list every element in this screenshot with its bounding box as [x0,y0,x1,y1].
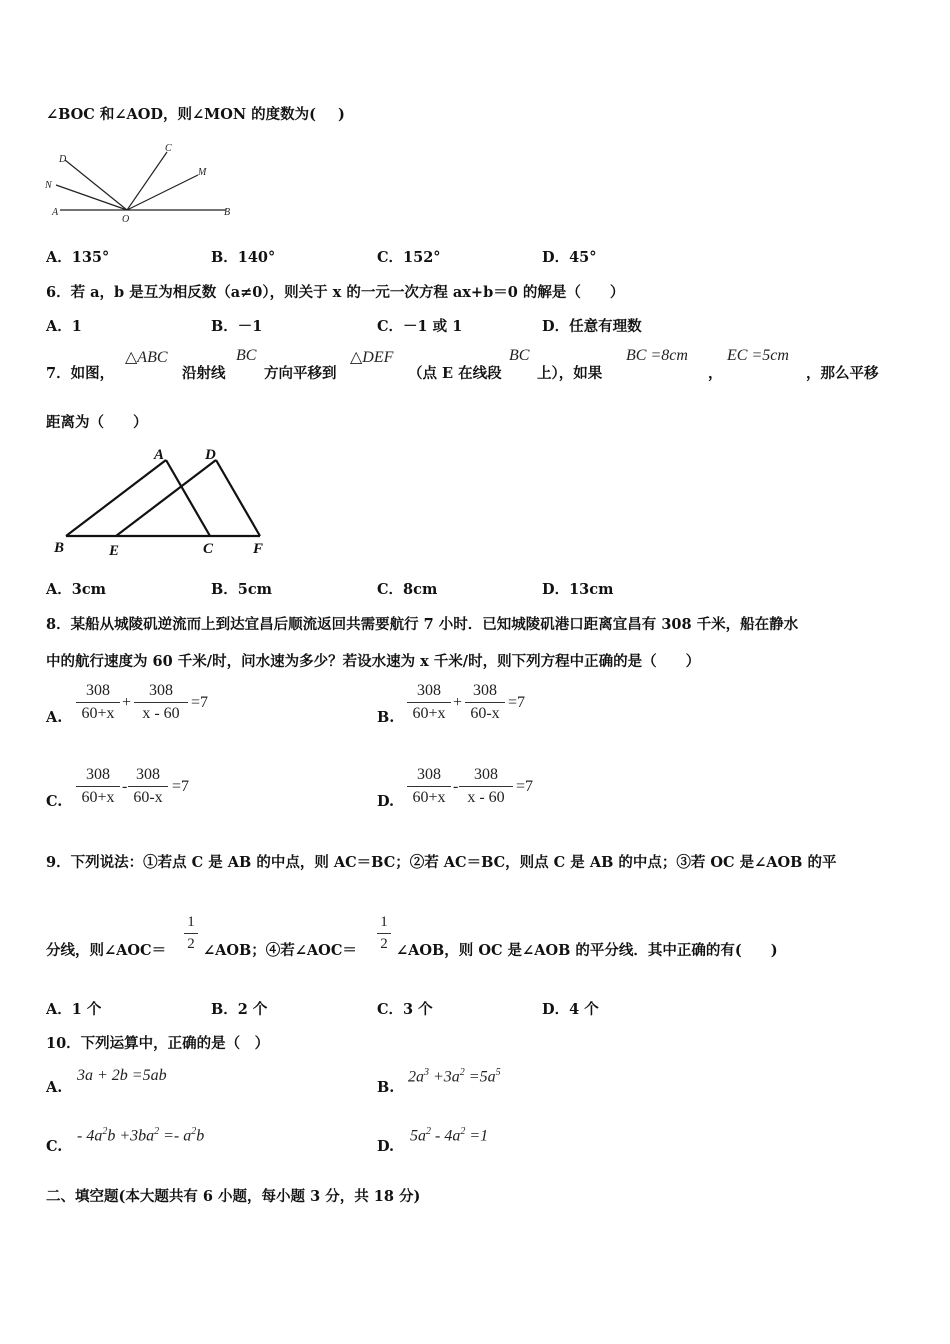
q8-d-fraction-1: $\frac{308}{60+x}$ [407,766,451,807]
q10-option-c-expr: - $4a^2b +3ba^2 =- a^2b$ [77,1126,205,1145]
q7-side-ba [66,460,166,536]
q10-option-d-expr: $5a^2 - 4a^2 =1$ [410,1126,489,1145]
q8-line2: 中的航行速度为 60 千米/时，问水速为多少？若设水速为 x 千米/时，则下列方程中正确的是（ ） [46,653,701,670]
q7-ray-bc: BC [236,347,257,364]
q8-a-fraction-1: $\frac{308}{60+x}$ [76,682,120,723]
q5-option-a: A．135° [46,249,110,266]
q5-label-n: N [45,180,52,191]
q9-fraction-1: $\frac{1}{2}$ [184,914,198,953]
q7-number: 7．如图， [46,365,115,382]
q7-ec-length: EC =5cm [727,347,789,364]
q5-label-m: M [198,167,207,178]
q7-label-f: F [253,541,264,557]
q10-option-b-expr: $2a^3 +3a^2 =5a^5$ [408,1067,501,1086]
q5-option-b: B．140° [211,249,276,266]
q7-option-d: D．13cm [542,581,614,598]
q9-part1: 分线，则∠AOC＝ [46,942,167,959]
q7-text-then: ，那么平移 [806,365,879,382]
q8-b-operator: + [453,694,463,711]
q7-text-ray: 沿射线 [182,365,226,382]
q8-a-fraction-2: $\frac{308}{x - 60}$ [134,682,188,723]
q5-label-o: O [122,214,130,225]
q7-option-c: C．8cm [377,581,438,598]
q5-stem: ∠BOC 和∠AOD，则∠MON 的度数为( ) [46,106,345,123]
q10-option-c-label: C. [46,1138,63,1155]
q7-side-df [216,460,260,536]
q7-bc-length: BC =8cm [626,347,688,364]
q5-label-c: C [165,143,172,154]
q9-line1: 9．下列说法：①若点 C 是 AB 的中点，则 AC＝BC；②若 AC＝BC，则点 C 是 AB 的中点；③若 OC 是∠AOB 的平 [46,854,837,871]
q8-option-a-label: A. [46,709,63,726]
q8-line1: 8．某船从城陵矶逆流而上到达宜昌后顺流返回共需要航行 7 小时．已知城陵矶港口距离宜昌有 308 千米，船在静水 [46,616,799,633]
q8-a-operator: + [122,694,132,711]
q9-part2: ∠AOB；④若∠AOC＝ [203,942,357,959]
q8-b-fraction-2: $\frac{308}{60-x}$ [465,682,505,723]
q10-option-a-label: A. [46,1079,63,1096]
q7-label-c: C [203,541,214,557]
q10-stem: 10．下列运算中，正确的是（ ） [46,1035,270,1052]
q6-option-a: A．1 [46,318,82,335]
q7-comma: ， [708,365,723,382]
q9-part3: ∠AOB，则 OC 是∠AOB 的平分线．其中正确的有( ) [396,942,778,959]
q7-option-b: B．5cm [211,581,273,598]
q9-option-a: A．1 个 [46,1001,102,1018]
q8-d-rhs: =7 [516,778,534,795]
q8-d-operator: - [453,778,459,795]
q7-side-ac [166,460,210,536]
q6-option-c: C．－1 或 1 [377,318,463,335]
q7-option-a: A．3cm [46,581,107,598]
q8-option-b-label: B. [377,709,395,726]
q8-b-rhs: =7 [508,694,526,711]
q8-c-operator: - [122,778,128,795]
q5-option-d: D．45° [542,249,597,266]
q7-text-direction: 方向平移到 [264,365,337,382]
q8-c-fraction-2: $\frac{308}{60-x}$ [128,766,168,807]
q7-text-if: 上），如果 [537,365,603,382]
q5-angle-figure [40,138,250,230]
q7-triangle-abc: △ABC [125,349,168,366]
section-2-heading: 二、填空题(本大题共有 6 小题，每小题 3 分，共 18 分) [46,1188,421,1205]
q8-d-fraction-2: $\frac{308}{x - 60}$ [459,766,513,807]
q5-ray-oc [127,152,167,210]
q10-option-d-label: D. [377,1138,395,1155]
q10-option-b-label: B. [377,1079,395,1096]
q8-c-rhs: =7 [172,778,190,795]
q9-option-d: D．4 个 [542,1001,599,1018]
q5-ray-on [56,185,127,210]
q5-ray-om [127,175,198,210]
q9-option-c: C．3 个 [377,1001,433,1018]
q7-label-b: B [54,540,65,556]
q5-label-a: A [52,207,59,218]
q7-triangle-def: △DEF [350,349,394,366]
q8-a-rhs: =7 [191,694,209,711]
q5-ray-od [65,160,127,210]
q6-option-d: D．任意有理数 [542,318,642,335]
q6-stem: 6．若 a，b 是互为相反数（a≠0），则关于 x 的一元一次方程 ax+b＝0 的解是（ ） [46,284,625,301]
q7-label-e: E [109,543,120,559]
q5-label-b: B [224,207,231,218]
q5-label-d: D [59,154,67,165]
q8-option-c-label: C. [46,793,63,810]
q5-option-c: C．152° [377,249,441,266]
q9-option-b: B．2 个 [211,1001,268,1018]
q8-c-fraction-1: $\frac{308}{60+x}$ [76,766,120,807]
q7-text-point-e: （点 E 在线段 [408,365,502,382]
q7-label-d: D [205,447,216,463]
q7-side-ed [116,460,216,536]
q9-fraction-2: $\frac{1}{2}$ [377,914,391,953]
q8-b-fraction-1: $\frac{308}{60+x}$ [407,682,451,723]
q10-option-a-expr: 3a + 2b =5ab [77,1067,167,1084]
q7-segment-bc: BC [509,347,530,364]
q7-translation-figure [48,442,278,564]
q7-label-a: A [154,447,165,463]
q7-line2: 距离为（ ） [46,414,148,431]
q6-option-b: B．－1 [211,318,263,335]
q8-option-d-label: D. [377,793,395,810]
